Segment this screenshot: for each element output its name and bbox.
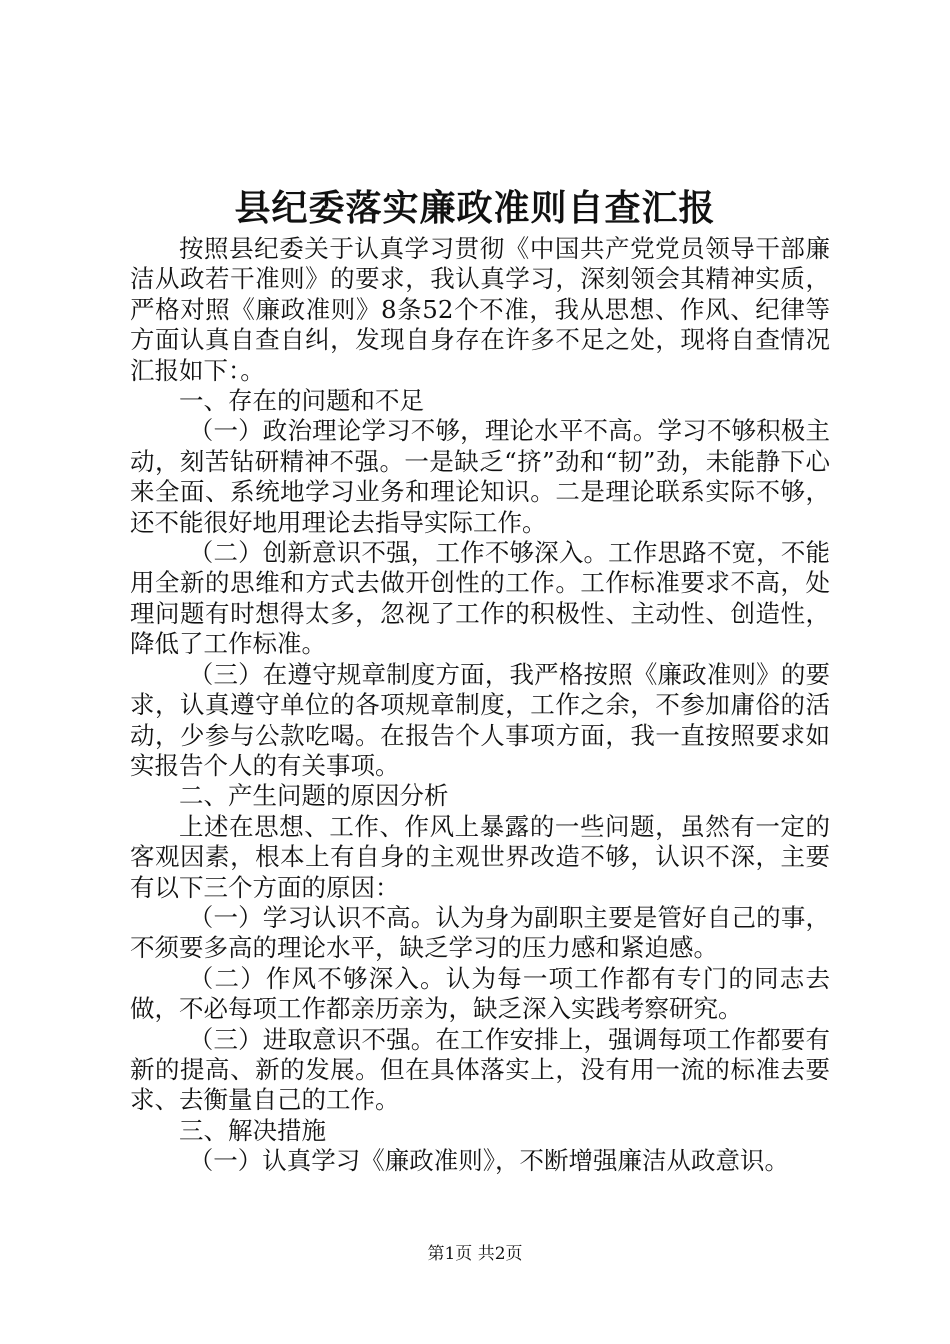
paragraph-cause-2: （二）作风不够深入。认为每一项工作都有专门的同志去做，不必每项工作都亲历亲为，缺乏深入实践考察研究。 bbox=[130, 963, 830, 1024]
page-number: 第1页 共2页 bbox=[427, 1244, 523, 1264]
paragraph-measure-1: （一）认真学习《廉政准则》，不断增强廉洁从政意识。 bbox=[188, 1146, 790, 1176]
document-title: 县纪委落实廉政准则自查汇报 bbox=[234, 187, 716, 229]
section-heading-causes: 二、产生问题的原因分析 bbox=[179, 781, 449, 811]
paragraph-problem-2: （二）创新意识不强，工作不够深入。工作思路不宽，不能用全新的思维和方式去做开创性的工作。工作标准要求不高，处理问题有时想得太多，忽视了工作的积极性、主动性、创造性，降低了工作标准。 bbox=[130, 538, 830, 659]
paragraph-cause-3: （三）进取意识不强。在工作安排上，强调每项工作都要有新的提高、新的发展。但在具体落实上，没有用一流的标准去要求、去衡量自己的工作。 bbox=[130, 1024, 830, 1115]
paragraph-cause-1: （一）学习认识不高。认为身为副职主要是管好自己的事，不须要多高的理论水平，缺乏学习的压力感和紧迫感。 bbox=[130, 902, 830, 963]
paragraph-intro: 按照县纪委关于认真学习贯彻《中国共产党党员领导干部廉洁从政若干准则》的要求，我认真学习，深刻领会其精神实质，严格对照《廉政准则》8条52个不准，我从思想、作风、纪律等方面认真自查自纠，发现自身存在许多不足之处，现将自查情况汇报如下：。 bbox=[130, 234, 830, 385]
section-heading-measures: 三、解决措施 bbox=[179, 1115, 326, 1145]
section-heading-problems: 一、存在的问题和不足 bbox=[179, 386, 424, 416]
paragraph-causes-intro: 上述在思想、工作、作风上暴露的一些问题，虽然有一定的客观因素，根本上有自身的主观世界改造不够，认识不深，主要有以下三个方面的原因： bbox=[130, 811, 830, 902]
document-body bbox=[130, 234, 830, 1177]
paragraph-problem-1: （一）政治理论学习不够，理论水平不高。学习不够积极主动，刻苦钻研精神不强。一是缺乏“挤”劲和“韧”劲，未能静下心来全面、系统地学习业务和理论知识。二是理论联系实际不够，还不能很好地用理论去指导实际工作。 bbox=[130, 416, 830, 537]
paragraph-problem-3: （三）在遵守规章制度方面，我严格按照《廉政准则》的要求，认真遵守单位的各项规章制度，工作之余，不参加庸俗的活动，少参与公款吃喝。在报告个人事项方面，我一直按照要求如实报告个人的有关事项。 bbox=[130, 659, 830, 780]
